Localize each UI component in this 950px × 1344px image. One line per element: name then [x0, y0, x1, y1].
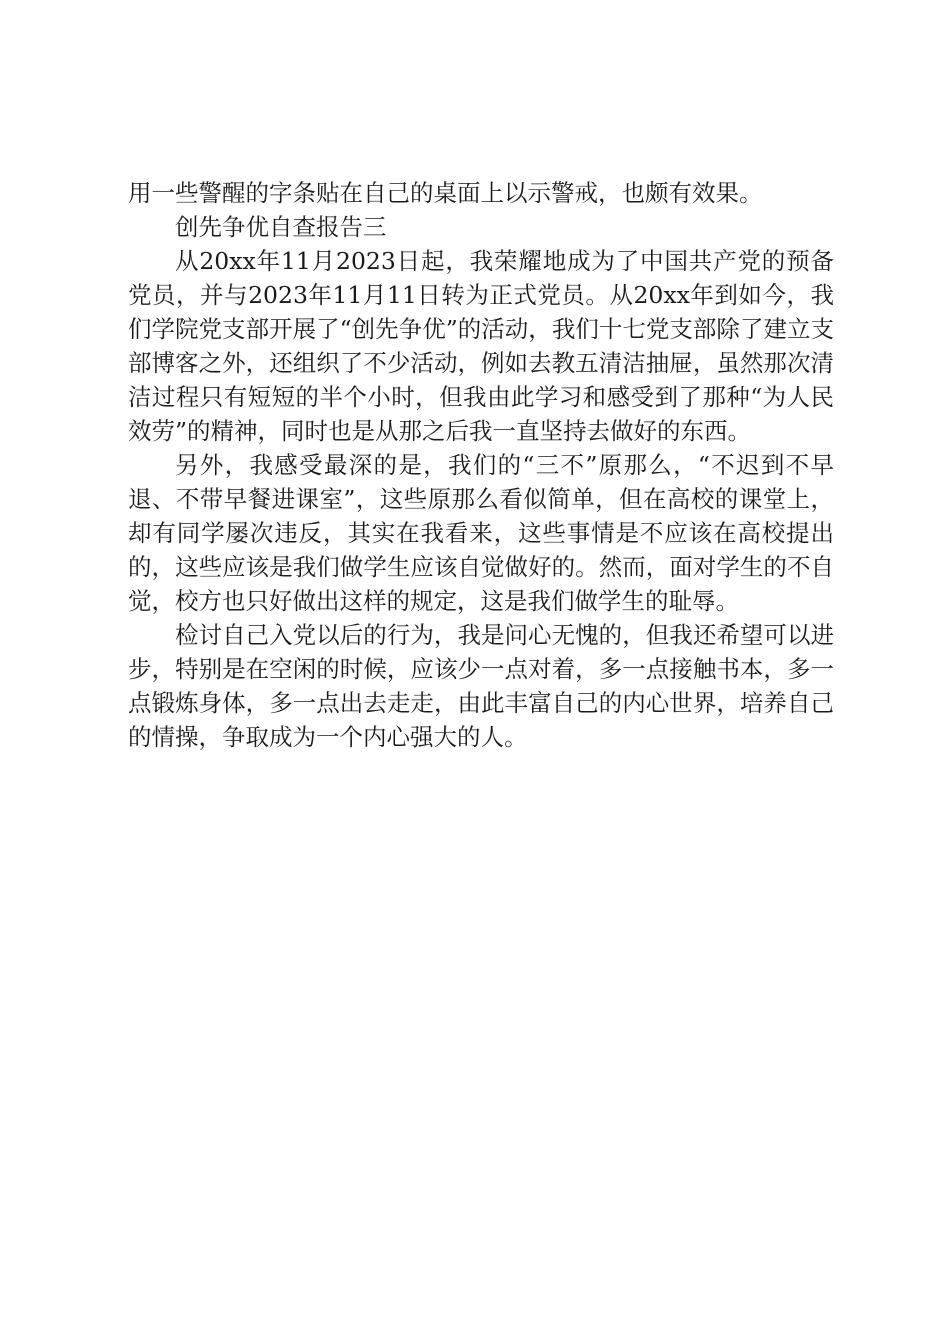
paragraph: 另外，我感受最深的是，我们的“三不”原那么，“不迟到不早退、不带早餐进课室”，这些原那么看似简单，但在高校的课堂上，却有同学屡次违反，其实在我看来，这些事情是不应该在高校提出的，这些应该是我们做学生应该自觉做好的。然而，面对学生的不自觉，校方也只好做出这样的规定，这是我们做学生的耻辱。 [128, 451, 834, 615]
paragraph: 检讨自己入党以后的行为，我是问心无愧的，但我还希望可以进步，特别是在空闲的时候，应该少一点对着，多一点接触书本，多一点锻炼身体，多一点出去走走，由此丰富自己的内心世界，培养自己的情操，争取成为一个内心强大的人。 [128, 621, 834, 751]
section-heading: 创先争优自查报告三 [175, 213, 387, 241]
paragraph-continuation: 用一些警醒的字条贴在自己的桌面上以示警戒，也颇有效果。 [128, 179, 763, 207]
document-body [128, 176, 834, 754]
paragraph: 从20xx年11月2023日起，我荣耀地成为了中国共产党的预备党员，并与2023年11月11日转为正式党员。从20xx年到如今，我们学院党支部开展了“创先争优”的活动，我们十七党支部除了建立支部博客之外，还组织了不少活动，例如去教五清洁抽屉，虽然那次清洁过程只有短短的半个小时，但我由此学习和感受到了那种“为人民效劳”的精神，同时也是从那之后我一直坚持去做好的东西。 [128, 247, 834, 445]
